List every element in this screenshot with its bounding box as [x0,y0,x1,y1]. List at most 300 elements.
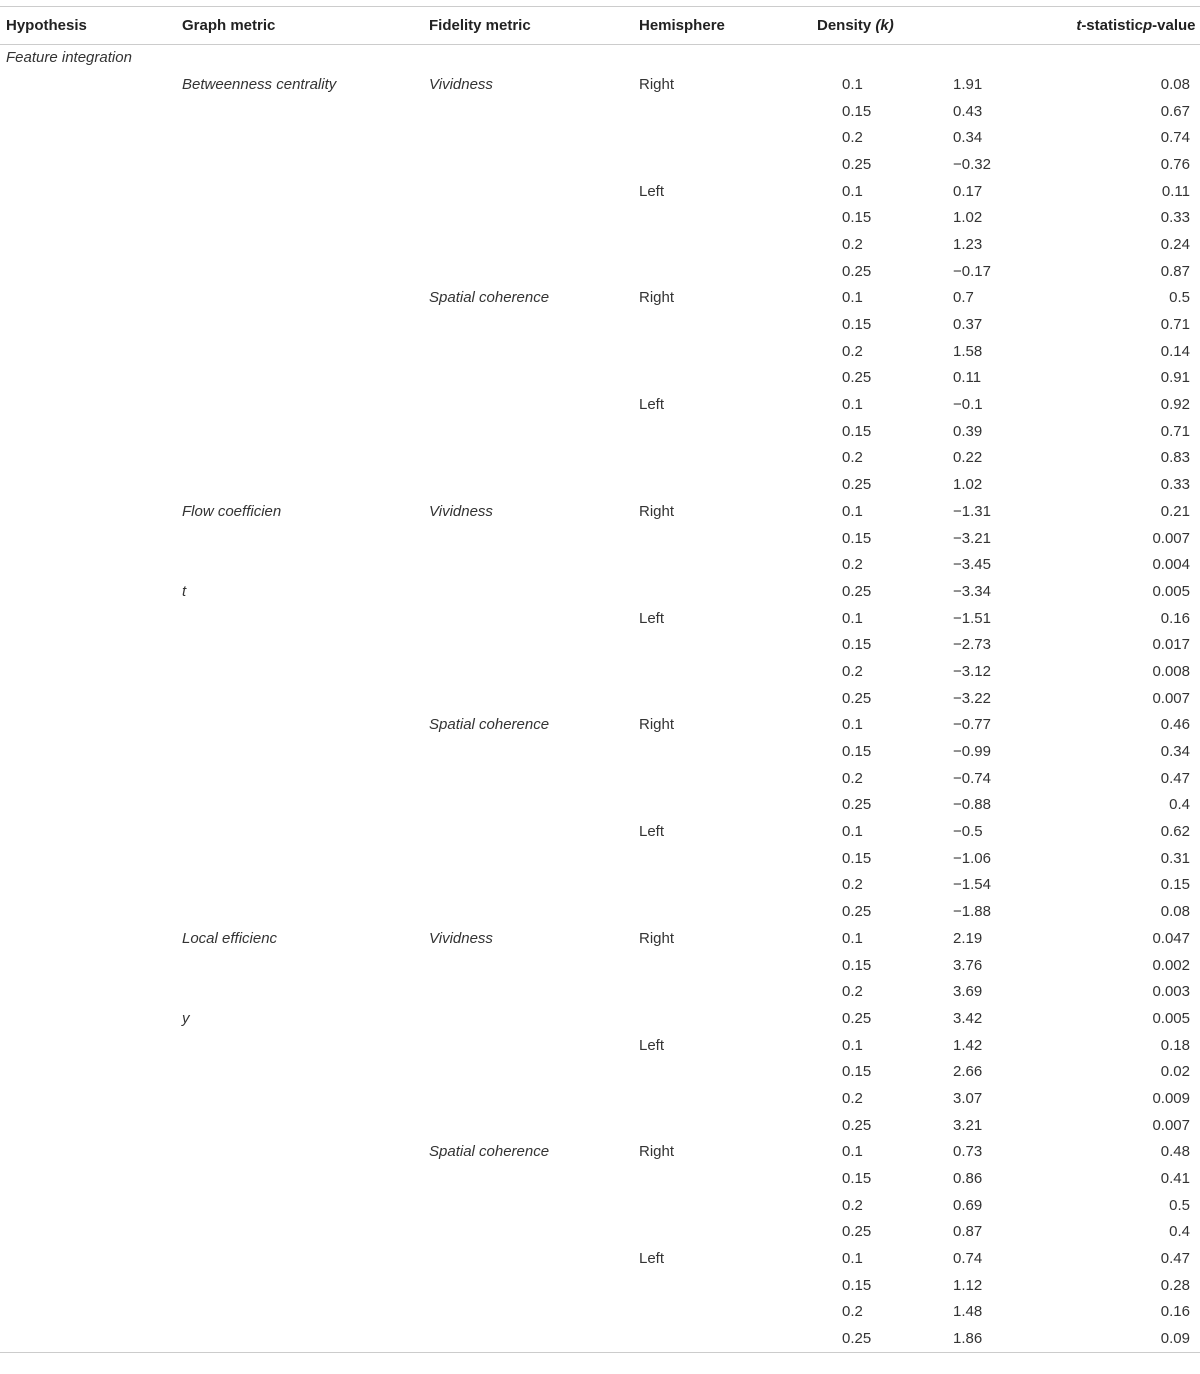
hemisphere-cell [639,552,814,579]
density-cell: 0.25 [842,582,872,600]
fidelity-metric-cell [429,312,639,339]
hemisphere-cell [639,98,814,125]
hemisphere-cell [639,1192,814,1219]
t-statistic-cell: −0.99 [953,743,991,761]
hypothesis-cell [0,338,182,365]
p-value-cell: 0.74 [1160,129,1190,147]
p-value-cell: 0.002 [1152,956,1190,974]
hypothesis-cell [0,952,182,979]
t-statistic-cell: 2.66 [953,1063,983,1081]
hemisphere-cell [639,1299,814,1326]
hemisphere-cell [639,792,814,819]
density-cell: 0.15 [842,849,872,867]
table-row [0,525,1200,552]
fidelity-metric-cell [429,1192,639,1219]
table-row [0,872,1200,899]
hypothesis-cell [0,685,182,712]
p-value-cell: 0.007 [1152,529,1190,547]
t-statistic-cell: −1.54 [953,876,991,894]
graph-metric-cell [182,1299,429,1326]
hemisphere-cell [639,659,814,686]
p-value-cell: 0.16 [1160,609,1190,627]
hypothesis-cell [0,445,182,472]
fidelity-metric-cell [429,1299,639,1326]
hypothesis-cell [0,1272,182,1299]
density-cell: 0.25 [842,689,872,707]
hemisphere-cell [639,445,814,472]
p-value-cell: 0.46 [1160,716,1190,734]
p-value-cell: 0.92 [1160,396,1190,414]
t-statistic-cell: 0.73 [953,1143,983,1161]
density-cell: 0.25 [842,903,872,921]
table-row [0,445,1200,472]
graph-metric-cell [182,659,429,686]
density-cell: 0.15 [842,1170,872,1188]
table-row [0,1299,1200,1326]
hemisphere-cell [639,1326,814,1353]
header-p-symbol: p [1143,17,1153,34]
p-value-cell: 0.31 [1160,849,1190,867]
density-cell: 0.15 [842,743,872,761]
hypothesis-cell [0,285,182,312]
fidelity-metric-cell [429,1006,639,1033]
hypothesis-cell [0,659,182,686]
graph-metric-cell [182,845,429,872]
density-cell: 0.1 [842,1036,863,1054]
hemisphere-cell [639,205,814,232]
t-statistic-cell: 0.74 [953,1250,983,1268]
hemisphere-cell [639,845,814,872]
t-statistic-cell: 1.91 [953,75,983,93]
p-value-cell: 0.21 [1160,502,1190,520]
hypothesis-cell [0,899,182,926]
fidelity-metric-cell: Spatial coherence [429,289,550,307]
fidelity-metric-cell [429,1059,639,1086]
graph-metric-cell: Local efficienc [182,929,278,947]
t-statistic-cell: −1.31 [953,502,991,520]
graph-metric-cell [182,1086,429,1113]
hemisphere-cell: Right [639,75,675,93]
graph-metric-cell [182,819,429,846]
fidelity-metric-cell [429,1112,639,1139]
density-cell: 0.2 [842,129,863,147]
t-statistic-cell: 0.87 [953,1223,983,1241]
t-statistic-cell: 0.7 [953,289,974,307]
table-row [0,1059,1200,1086]
hypothesis-cell [0,1166,182,1193]
t-statistic-cell: 3.42 [953,1009,983,1027]
p-value-cell: 0.48 [1160,1143,1190,1161]
table-row [0,418,1200,445]
header-row [0,7,1200,45]
density-cell: 0.25 [842,1223,872,1241]
density-cell: 0.1 [842,609,863,627]
graph-metric-cell [182,98,429,125]
table-row [0,285,1200,312]
hemisphere-cell [639,632,814,659]
t-statistic-cell: 1.42 [953,1036,983,1054]
hemisphere-cell [639,1059,814,1086]
t-statistic-cell: 1.58 [953,342,983,360]
t-statistic-cell: 1.12 [953,1276,983,1294]
fidelity-metric-cell [429,605,639,632]
fidelity-metric-cell [429,685,639,712]
table-row [0,819,1200,846]
hypothesis-cell [0,1326,182,1353]
fidelity-metric-cell [429,579,639,606]
hemisphere-cell [639,1219,814,1246]
hypothesis-cell [0,392,182,419]
hemisphere-cell [639,739,814,766]
density-cell: 0.25 [842,476,872,494]
table-row [0,1166,1200,1193]
density-cell: 0.2 [842,1303,863,1321]
t-statistic-cell: −1.51 [953,609,991,627]
density-cell: 0.15 [842,1063,872,1081]
fidelity-metric-cell: Vividness [429,75,493,93]
hemisphere-cell [639,338,814,365]
graph-metric-cell [182,1246,429,1273]
hypothesis-cell [0,819,182,846]
fidelity-metric-cell: Vividness [429,502,493,520]
fidelity-metric-cell [429,1272,639,1299]
t-statistic-cell: −3.45 [953,556,991,574]
fidelity-metric-cell [429,445,639,472]
p-value-cell: 0.017 [1152,636,1190,654]
graph-metric-cell [182,1032,429,1059]
fidelity-metric-cell [429,1032,639,1059]
density-cell: 0.2 [842,1089,863,1107]
hypothesis-cell [0,1006,182,1033]
hemisphere-cell [639,1272,814,1299]
hemisphere-cell [639,979,814,1006]
table-row [0,152,1200,179]
table-row [0,1139,1200,1166]
hemisphere-cell [639,525,814,552]
p-value-cell: 0.4 [1169,796,1190,814]
hemisphere-cell: Left [639,396,665,414]
graph-metric-cell [182,1059,429,1086]
hemisphere-cell [639,952,814,979]
graph-metric-cell [182,338,429,365]
hypothesis-cell [0,178,182,205]
table-row [0,979,1200,1006]
hypothesis-cell [0,792,182,819]
p-value-cell: 0.007 [1152,689,1190,707]
table-row [0,205,1200,232]
p-value-cell: 0.34 [1160,743,1190,761]
graph-metric-cell [182,525,429,552]
p-value-cell: 0.02 [1160,1063,1190,1081]
graph-metric-cell [182,792,429,819]
fidelity-metric-cell [429,178,639,205]
table-row [0,712,1200,739]
t-statistic-cell: −0.17 [953,262,991,280]
table-row [0,338,1200,365]
t-statistic-cell: 2.19 [953,929,983,947]
fidelity-metric-cell [429,1246,639,1273]
header-p-suffix: -value [1152,17,1196,34]
t-statistic-cell: 1.86 [953,1326,1143,1353]
density-cell: 0.15 [842,956,872,974]
table-row [0,552,1200,579]
hemisphere-cell: Right [639,1143,675,1161]
hypothesis-cell [0,205,182,232]
hypothesis-cell [0,1112,182,1139]
hemisphere-cell: Left [639,182,665,200]
density-cell: 0.2 [842,769,863,787]
hemisphere-cell [639,765,814,792]
graph-metric-cell [182,605,429,632]
hypothesis-cell [0,552,182,579]
header-hypothesis: Hypothesis [0,7,182,45]
fidelity-metric-cell [429,872,639,899]
table-row [0,1246,1200,1273]
density-cell: 0.15 [842,529,872,547]
fidelity-metric-cell [429,632,639,659]
table-row [0,659,1200,686]
t-statistic-cell: 0.11 [953,369,982,387]
density-cell: 0.2 [842,556,863,574]
fidelity-metric-cell [429,205,639,232]
graph-metric-cell [182,392,429,419]
table-row [0,685,1200,712]
hypothesis-cell [0,765,182,792]
p-value-cell: 0.4 [1169,1223,1190,1241]
density-cell: 0.15 [842,316,872,334]
fidelity-metric-cell: Spatial coherence [429,1143,550,1161]
hypothesis-cell [0,1246,182,1273]
hemisphere-cell [639,1086,814,1113]
density-cell: 0.1 [842,929,863,947]
hemisphere-cell [639,1006,814,1033]
graph-metric-cell [182,552,429,579]
fidelity-metric-cell [429,392,639,419]
hemisphere-cell [639,899,814,926]
hypothesis-cell [0,845,182,872]
header-t-statistic [953,7,1143,45]
density-cell: 0.2 [842,662,863,680]
table-row [0,232,1200,259]
hypothesis-cell [0,472,182,499]
hemisphere-cell: Left [639,823,665,841]
fidelity-metric-cell [429,765,639,792]
table-row [0,899,1200,926]
p-value-cell: 0.28 [1160,1276,1190,1294]
density-cell: 0.25 [842,369,872,387]
t-statistic-cell: −0.5 [953,823,983,841]
fidelity-metric-cell [429,659,639,686]
p-value-cell: 0.91 [1160,369,1190,387]
hemisphere-cell [639,258,814,285]
p-value-cell: 0.18 [1160,1036,1190,1054]
t-statistic-cell: −3.21 [953,529,991,547]
p-value-cell: 0.004 [1152,556,1190,574]
graph-metric-cell [182,365,429,392]
t-statistic-cell: 1.23 [953,235,983,253]
table-row [0,1192,1200,1219]
header-graph-metric: Graph metric [182,7,429,45]
table-row [0,1272,1200,1299]
header-t-suffix: -statistic [1081,17,1143,34]
graph-metric-cell: Betweenness centrality [182,75,337,93]
graph-metric-cell [182,765,429,792]
results-table [0,6,1200,1353]
fidelity-metric-cell [429,472,639,499]
t-statistic-cell: −0.77 [953,716,991,734]
hypothesis-cell [0,232,182,259]
fidelity-metric-cell [429,899,639,926]
hypothesis-cell [0,525,182,552]
t-statistic-cell: 1.02 [953,209,983,227]
table-row [0,632,1200,659]
density-cell: 0.1 [842,1143,863,1161]
p-value-cell: 0.24 [1160,235,1190,253]
density-cell: 0.15 [842,1276,872,1294]
fidelity-metric-cell [429,525,639,552]
p-value-cell: 0.08 [1160,903,1190,921]
hemisphere-cell [639,232,814,259]
fidelity-metric-cell [429,979,639,1006]
graph-metric-cell [182,205,429,232]
fidelity-metric-cell [429,232,639,259]
hypothesis-cell [0,739,182,766]
hypothesis-cell [0,1139,182,1166]
hemisphere-cell: Right [639,289,675,307]
graph-metric-cell [182,418,429,445]
t-statistic-cell: 3.21 [953,1116,983,1134]
header-p-value [1143,7,1200,45]
graph-metric-cell [182,872,429,899]
fidelity-metric-cell [429,1086,639,1113]
density-cell: 0.1 [842,396,863,414]
hemisphere-cell [639,125,814,152]
density-cell: 0.2 [842,449,863,467]
graph-metric-cell [182,1139,429,1166]
t-statistic-cell: 0.43 [953,102,983,120]
graph-metric-cell: Flow coefficien [182,502,282,520]
hypothesis-cell [0,1086,182,1113]
hemisphere-cell [639,579,814,606]
hypothesis-row [0,45,1200,72]
hemisphere-cell: Left [639,1250,665,1268]
density-cell: 0.25 [842,262,872,280]
hypothesis-cell [0,1219,182,1246]
hemisphere-cell [639,872,814,899]
table-body [0,45,1200,1353]
graph-metric-cell: t [182,582,187,600]
header-density-label: Density [817,17,876,34]
density-cell: 0.1 [842,182,863,200]
fidelity-metric-cell [429,739,639,766]
table-row [0,472,1200,499]
p-value-cell: 0.09 [1143,1326,1200,1353]
table-row [0,765,1200,792]
fidelity-metric-cell [429,125,639,152]
table-row [0,312,1200,339]
graph-metric-cell [182,285,429,312]
density-cell: 0.2 [842,876,863,894]
t-statistic-cell: 0.39 [953,422,983,440]
p-value-cell: 0.047 [1152,929,1190,947]
fidelity-metric-cell [429,98,639,125]
graph-metric-cell [182,445,429,472]
t-statistic-cell: 0.34 [953,129,983,147]
graph-metric-cell [182,312,429,339]
graph-metric-cell [182,178,429,205]
table-row [0,392,1200,419]
p-value-cell: 0.47 [1160,769,1190,787]
t-statistic-cell: −1.88 [953,903,991,921]
p-value-cell: 0.009 [1152,1089,1190,1107]
t-statistic-cell: −3.22 [953,689,991,707]
header-density [814,7,953,45]
hypothesis-cell [0,152,182,179]
table-row [0,739,1200,766]
density-cell: 0.2 [842,1196,863,1214]
density-cell: 0.2 [842,342,863,360]
hemisphere-cell [639,365,814,392]
t-statistic-cell: −0.88 [953,796,991,814]
density-cell: 0.1 [842,502,863,520]
fidelity-metric-cell [429,845,639,872]
p-value-cell: 0.003 [1152,983,1190,1001]
hypothesis-cell [0,258,182,285]
t-statistic-cell: 3.76 [953,956,983,974]
table-row [0,605,1200,632]
table-row [0,72,1200,99]
hypothesis-cell [0,499,182,526]
fidelity-metric-cell [429,258,639,285]
table-row [0,792,1200,819]
hypothesis-cell [0,98,182,125]
density-cell: 0.15 [842,636,872,654]
table-row [0,258,1200,285]
header-density-symbol: (k) [875,17,894,34]
graph-metric-cell [182,258,429,285]
graph-metric-cell [182,1326,429,1353]
density-cell: 0.2 [842,983,863,1001]
t-statistic-cell: −3.34 [953,582,991,600]
hemisphere-cell: Right [639,502,675,520]
hypothesis-cell [0,365,182,392]
p-value-cell: 0.5 [1169,289,1190,307]
t-statistic-cell: 0.86 [953,1170,983,1188]
table-row [0,1326,1200,1353]
hemisphere-cell: Right [639,929,675,947]
p-value-cell: 0.47 [1160,1250,1190,1268]
hemisphere-cell: Right [639,716,675,734]
table-row [0,579,1200,606]
hypothesis-cell [0,1192,182,1219]
graph-metric-cell: y [182,1009,190,1027]
fidelity-metric-cell [429,365,639,392]
hypothesis-cell [0,632,182,659]
fidelity-metric-cell [429,1326,639,1353]
t-statistic-cell: −1.06 [953,849,991,867]
t-statistic-cell: −3.12 [953,662,991,680]
table-row [0,125,1200,152]
fidelity-metric-cell [429,1166,639,1193]
hypothesis-cell [0,712,182,739]
fidelity-metric-cell [429,952,639,979]
graph-metric-cell [182,632,429,659]
graph-metric-cell [182,739,429,766]
hemisphere-cell [639,152,814,179]
p-value-cell: 0.16 [1160,1303,1190,1321]
t-statistic-cell: 1.48 [953,1303,983,1321]
hypothesis-cell [0,72,182,99]
